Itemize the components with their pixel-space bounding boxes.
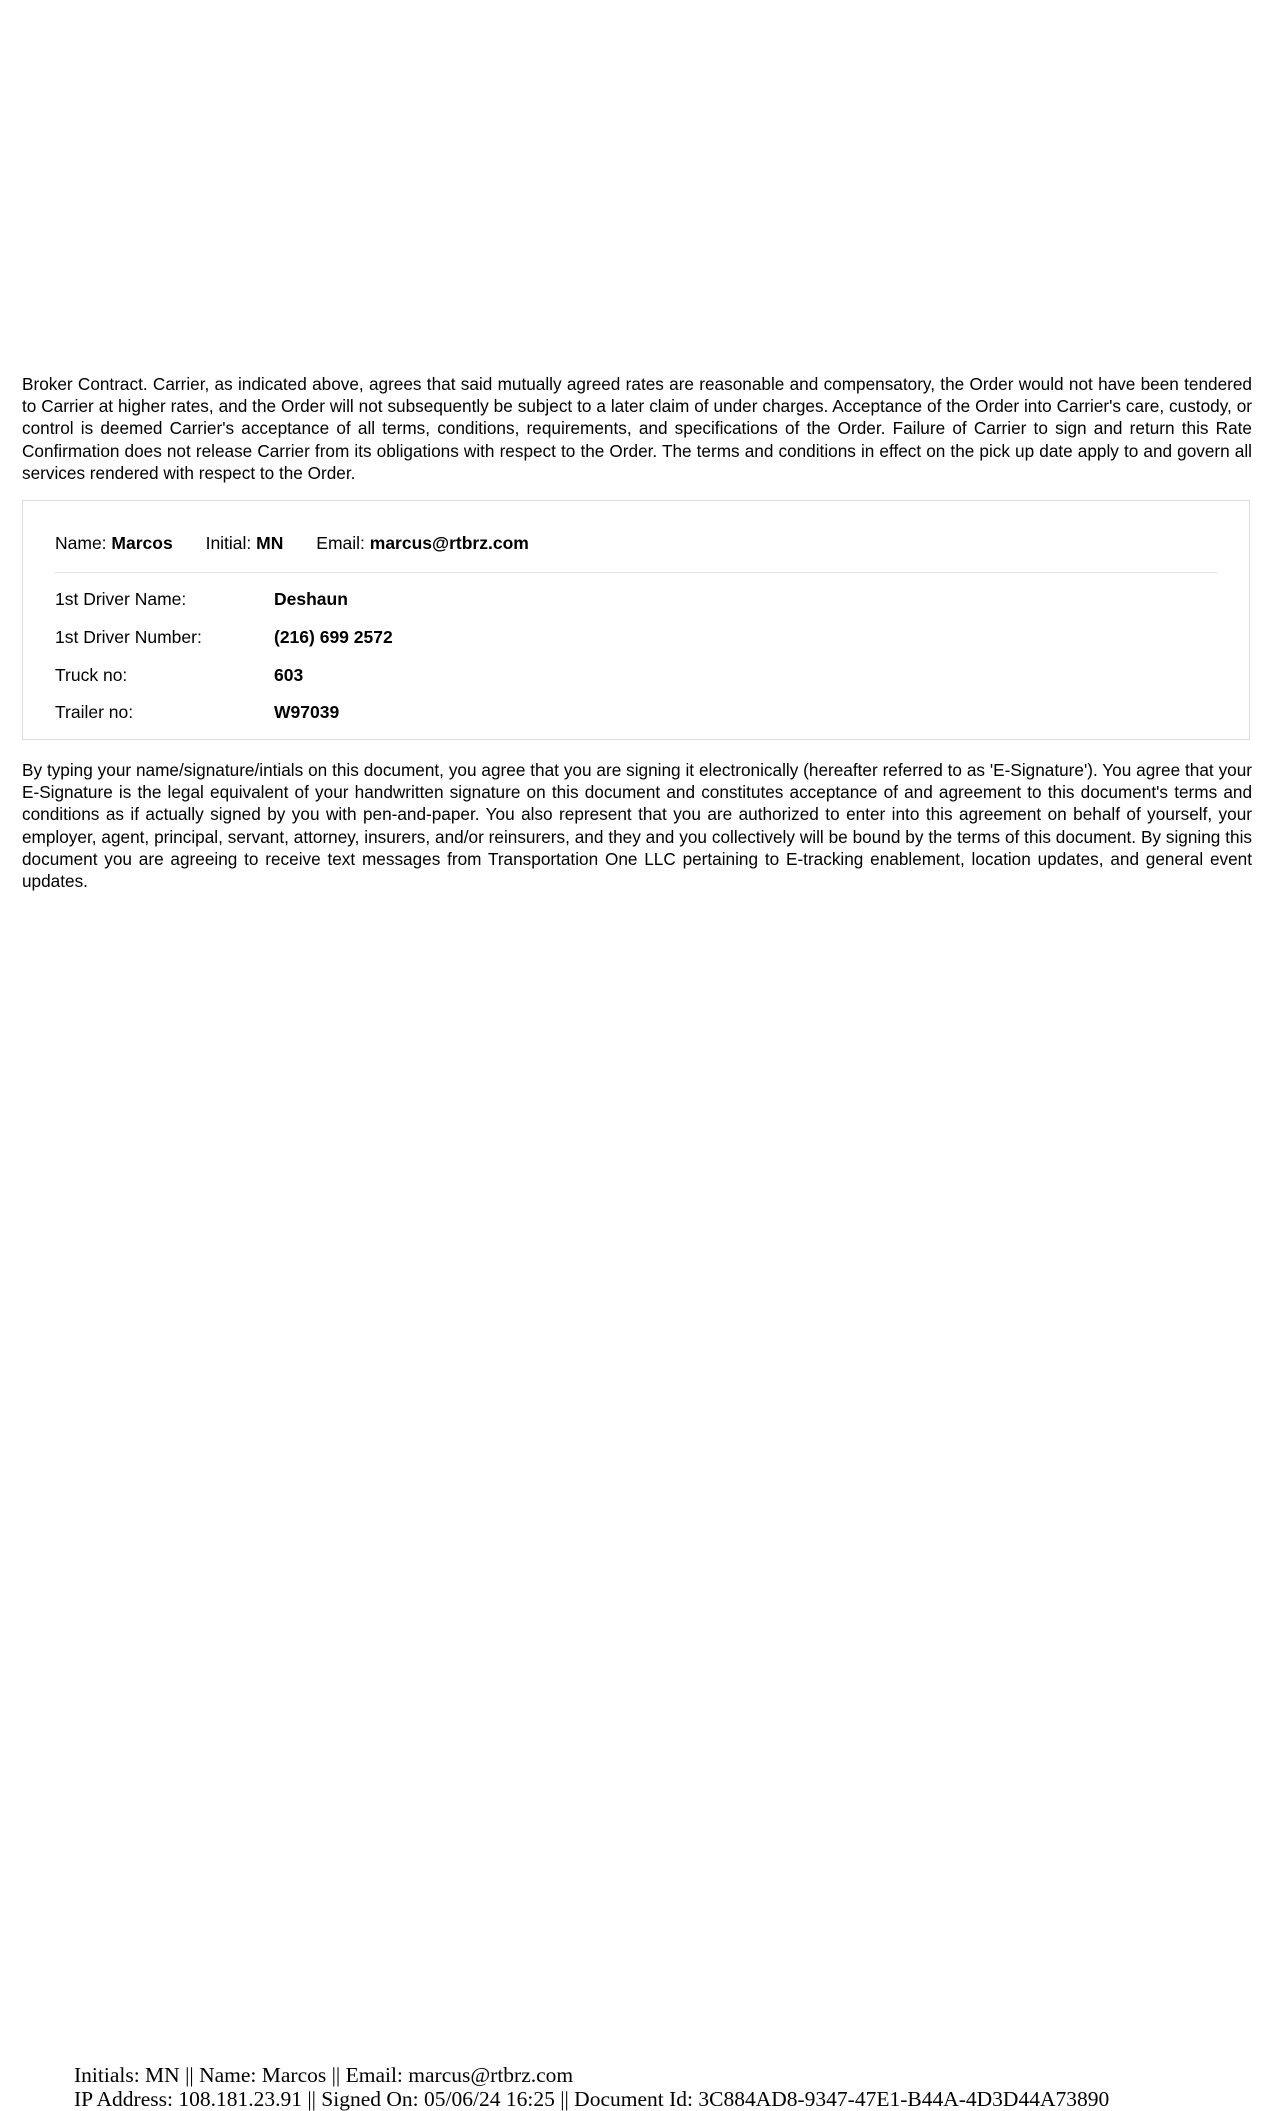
- section-divider: [55, 572, 1217, 573]
- signer-email-label: Email:: [316, 533, 365, 553]
- signer-email-value: marcus@rtbrz.com: [369, 533, 529, 553]
- footer-audit-line: IP Address: 108.181.23.91 || Signed On: 05/06/24 16:25 || Document Id: 3C884AD8-9347-47E1-B44A-4D3D44A73890: [74, 2087, 1110, 2111]
- truck-number-value: 603: [274, 665, 304, 685]
- signer-initial-value: MN: [256, 533, 284, 553]
- driver-number-label: 1st Driver Number:: [55, 627, 202, 647]
- esignature-consent-paragraph: By typing your name/signature/intials on this document, you agree that you are signing it electronically (hereafter referred to as 'E-Signature'). You agree that your E-Signature is the legal equivalent of your handwritten signature on this document and constitutes acceptance of and agreement to this document's terms and conditions as if actually signed by you with pen-and-paper. You also represent that you are authorized to enter into this agreement on behalf of yourself, your employer, agent, principal, servant, attorney, insurers, and/or reinsurers, and they and you collectively will be bound by the terms of this document. By signing this document you are agreeing to receive text messages from Transportation One LLC pertaining to E-tracking enablement, location updates, and general event updates.: [22, 760, 1252, 892]
- trailer-number-value: W97039: [274, 702, 340, 722]
- signer-name-value: Marcos: [111, 533, 173, 553]
- trailer-number-row: [55, 701, 339, 723]
- driver-name-label: 1st Driver Name:: [55, 589, 187, 609]
- broker-contract-paragraph: Broker Contract. Carrier, as indicated above, agrees that said mutually agreed rates are reasonable and compensatory, the Order would not have been tendered to Carrier at higher rates, and the Order will not subsequently be subject to a later claim of under charges. Acceptance of the Order into Carrier's care, custody, or control is deemed Carrier's acceptance of all terms, conditions, requirements, and specifications of the Order. Failure of Carrier to sign and return this Rate Confirmation does not release Carrier from its obligations with respect to the Order. The terms and conditions in effect on the pick up date apply to and govern all services rendered with respect to the Order.: [22, 374, 1252, 483]
- driver-name-row: [55, 588, 348, 610]
- signature-footer: [74, 2063, 1109, 2111]
- signer-name-field: [55, 533, 173, 553]
- driver-number-row: [55, 626, 393, 648]
- driver-number-value: (216) 699 2572: [274, 627, 393, 647]
- footer-signer-line: Initials: MN || Name: Marcos || Email: marcus@rtbrz.com: [74, 2063, 574, 2087]
- truck-number-row: [55, 664, 303, 686]
- truck-number-label: Truck no:: [55, 665, 128, 685]
- driver-name-value: Deshaun: [274, 589, 348, 609]
- signature-details-box: [22, 500, 1250, 740]
- trailer-number-label: Trailer no:: [55, 702, 134, 722]
- signer-initial-field: [206, 533, 284, 553]
- signer-info-row: [55, 532, 557, 554]
- signer-email-field: [316, 533, 529, 553]
- signer-initial-label: Initial:: [205, 533, 252, 553]
- signer-name-label: Name:: [55, 533, 107, 553]
